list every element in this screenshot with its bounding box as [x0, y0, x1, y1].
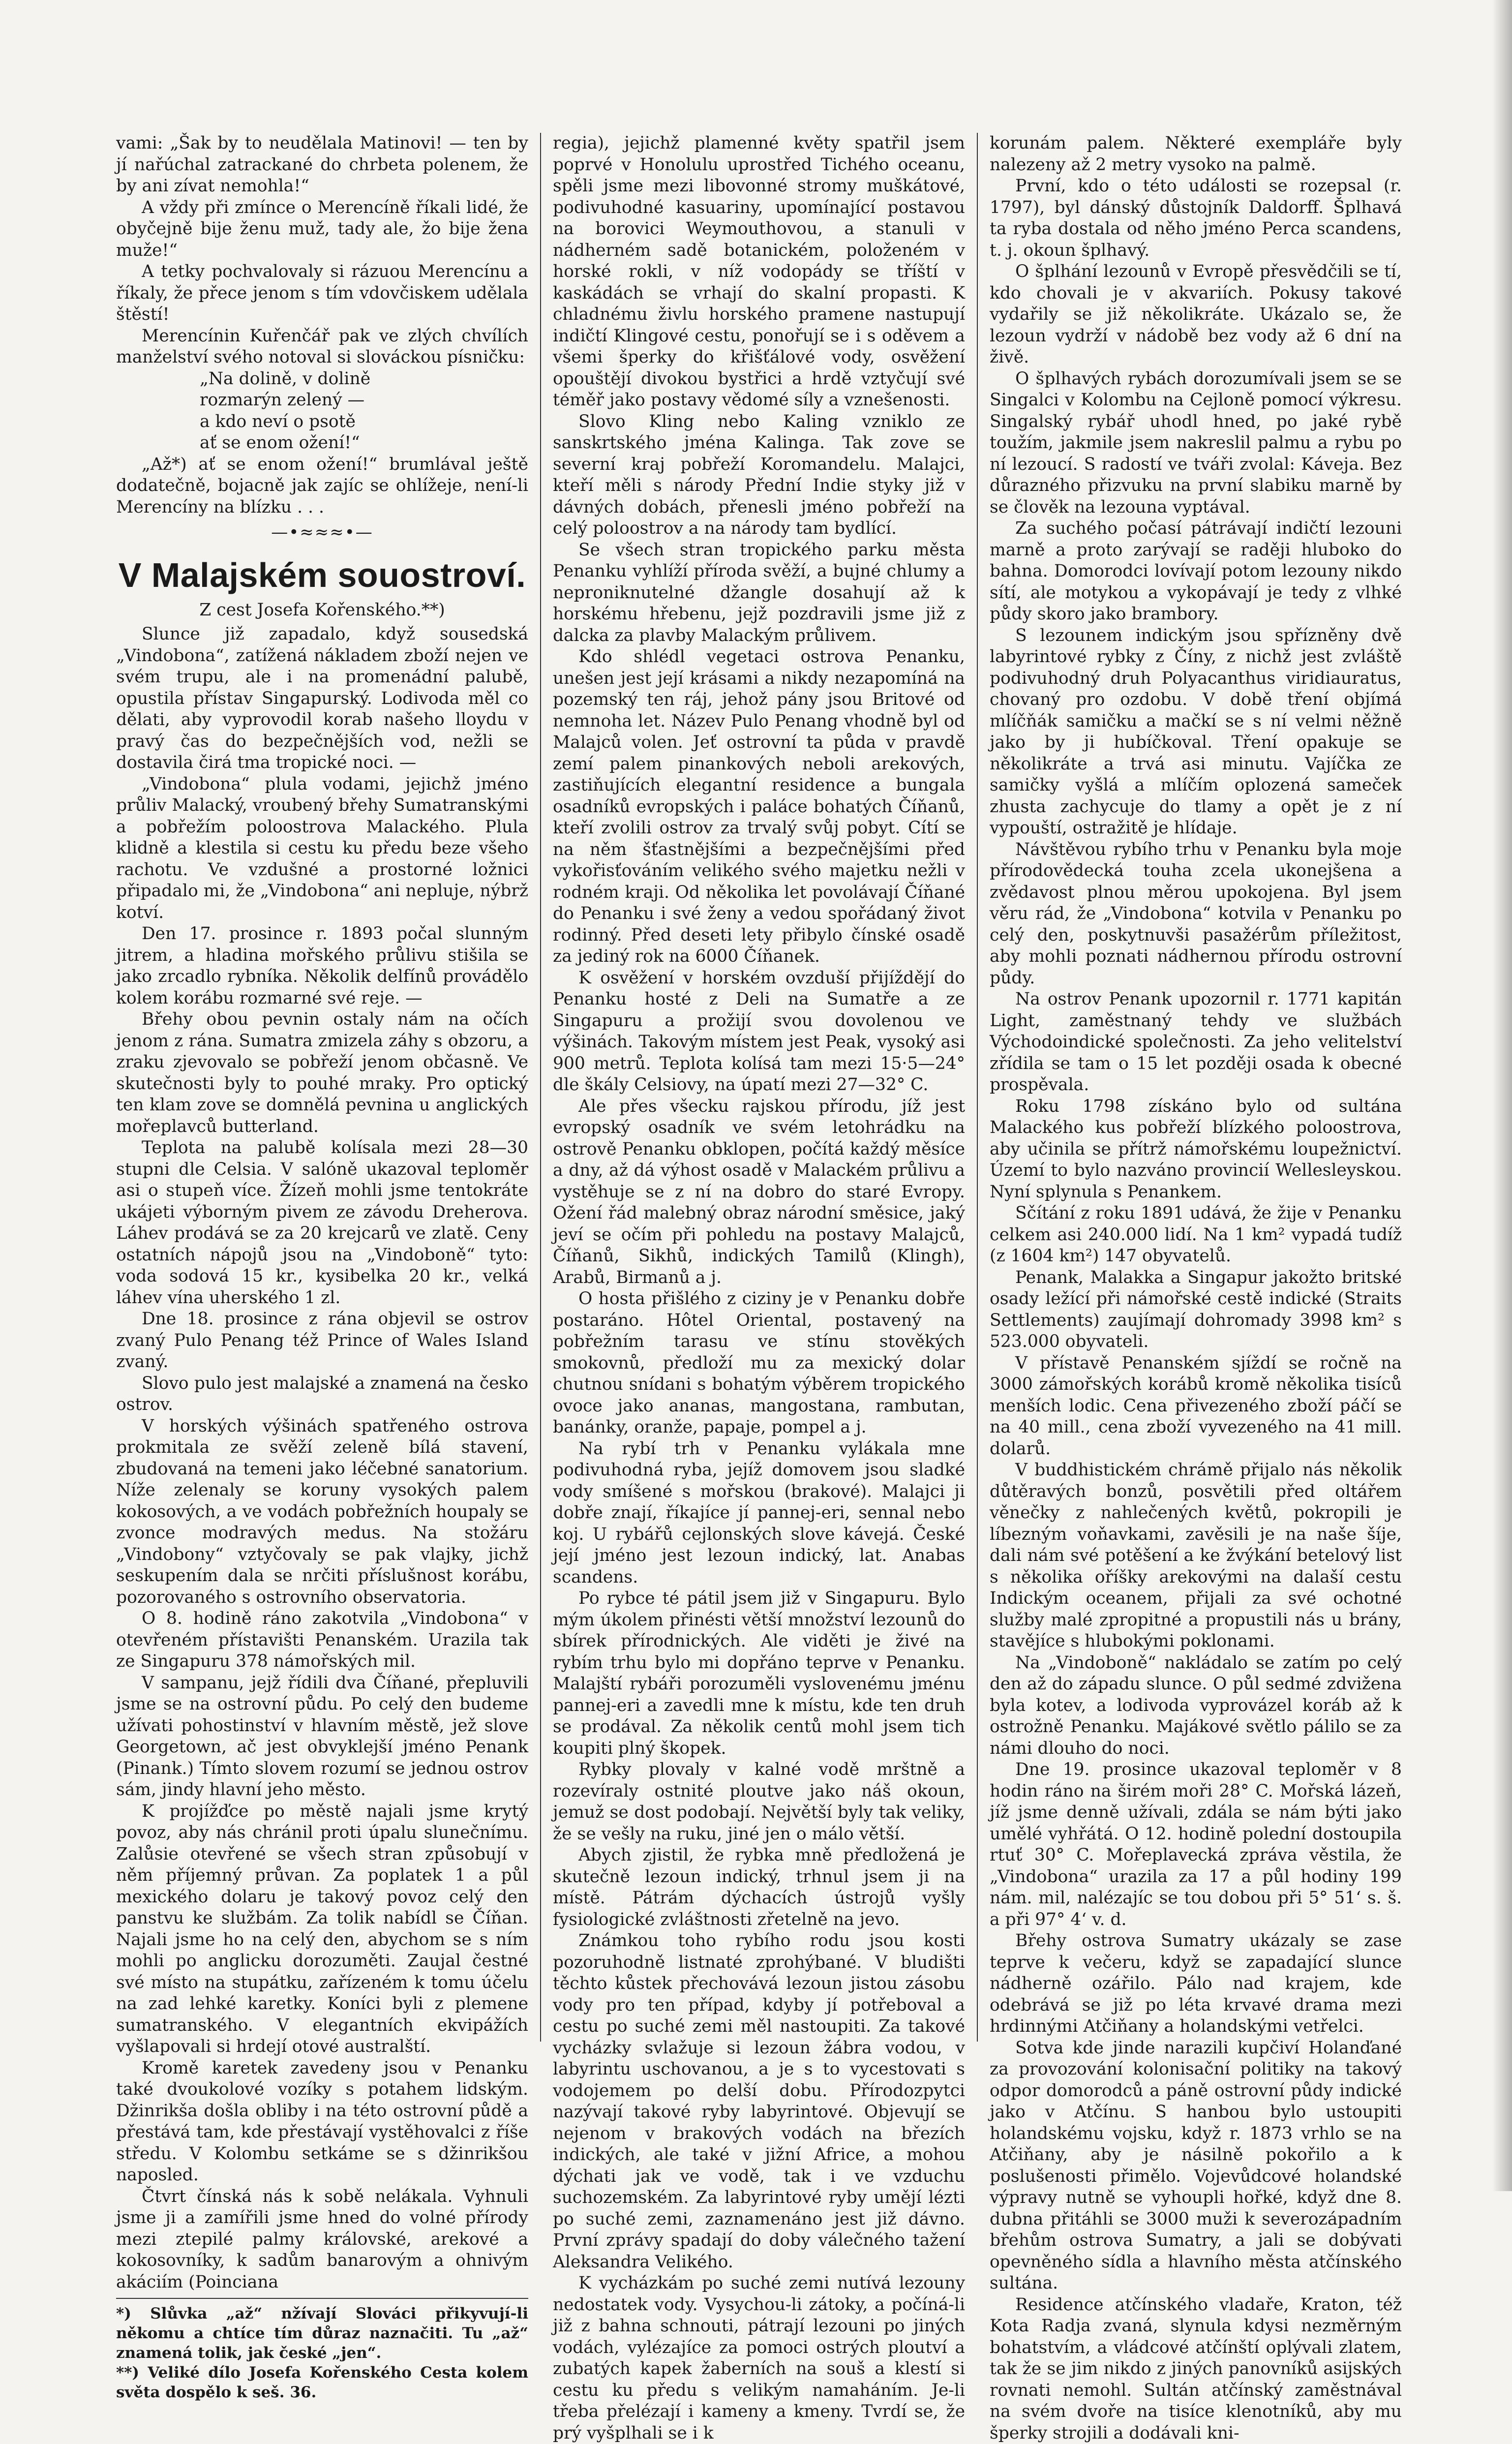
paragraph: A vždy při zmínce o Merencíně říkali lidé, že obyčejně bije ženu muž, tady ale, žo bije žena muže!“: [116, 197, 528, 262]
paragraph: „Vindobona“ plula vodami, jejichž jméno průliv Malacký, vroubený břehy Sumatranskými a pobřežím poloostrova Malackého. Plula klidně a klestila si cestu ku předu beze všeho rachotu. Ve vzdušné a prostorné ložnici připadalo mi, že „Vindobona“ ani nepluje, nýbrž kotví.: [116, 774, 528, 924]
paragraph: Sotva kde jinde narazili kupčiví Holanďané za provozování kolonisační politiky na takový odpor domorodců a páně ostrovní půdy indické jako v Atčínu. S hanbou bylo ustoupiti holandskému vojsku, když r. 1873 vrhlo se na Atčiňany, aby je násilně pokořilo a k poslušenosti přimělo. Vojevůdcové holandské výpravy nutně se vyhoupli hořké, když dne 8. dubna přitáhli se 3000 muži k severozápadním břehům ostrova Sumatry, a jali se dobývati opevněného sídla a hlavního města atčínského sultána.: [990, 2038, 1402, 2294]
paragraph: Sčítání z roku 1891 udává, že žije v Penanku celkem asi 240.000 lidí. Na 1 km² vypadá tudíž (z 1604 km²) 147 obyvatelů.: [990, 1203, 1402, 1267]
paragraph: Na ostrov Penank upozornil r. 1771 kapitán Light, zaměstnaný tehdy ve službách Východoindické společnosti. Za jeho velitelství zřídila se tam o 15 let později osada k obecné prospěvala.: [990, 989, 1402, 1096]
column-divider: [540, 133, 541, 2042]
paragraph: Břehy ostrova Sumatry ukázaly se zase teprve k večeru, když se zapadající slunce nádherně ozářilo. Pálo nad krajem, kde odebrává se již po léta krvavé drama mezi hrdinnými Atčiňany a holandskými vetřelci.: [990, 1930, 1402, 2038]
paragraph: Abych zjistil, že rybka mně předložená je skutečně lezoun indický, trhnul jsem ji na místě. Pátrám dýchacích ústrojů vyšly fysiologické zvláštnosti zřetelně na jevo.: [553, 1845, 965, 1930]
paragraph: K projížďce po městě najali jsme krytý povoz, aby nás chránil proti úpalu slunečnímu. Zalůsie otevřené se všech stran způsobují v něm příjemný průvan. Za poplatek 1 a půl mexického dolaru je takový povoz celý den panstvu ke službám. Za tolik nabídl se Číňan. Najali jsme ho na celý den, abychom se s ním mohli po anglicku dorozuměti. Zaujal čestné své místo na stupátku, zařízeném k tomu účelu na zad lehké karetky. Koníci byli z plemene sumatranského. V elegantních ekvipážích vyšlapovali si hrdejí otové australští.: [116, 1801, 528, 2058]
paragraph: Teplota na palubě kolísala mezi 28—30 stupni dle Celsia. V salóně ukazoval teploměr asi o stupeň více. Žízeň mohli jsme tentokráte ukájeti výborným pivem ze závodu Dreherova. Láhev prodává se za 20 krejcarů ve zlatě. Ceny ostatních nápojů jsou na „Vindoboně“ tyto: voda sodová 15 kr., kysibelka 20 kr., velká láhev vína uherského 1 zl.: [116, 1137, 528, 1309]
paragraph: Známkou toho rybího rodu jsou kosti pozoruhodně listnaté zprohýbané. V bludišti těchto kůstek přechovává lezoun jistou zásobu vody pro ten případ, kdyby jí potřeboval a cestu po suché zemi měl nastoupiti. Za takové vycházky svlažuje si lezoun žábra vodou, v labyrintu uschovanou, a je s to vycestovati s vodojemem po delší dobu. Přírodozpytci nazývají takové ryby labyrintové. Objevují se nejenom v brakových vodách na březích indických, ale také v jižní Africe, a mohou dýchati jak ve vodě, tak i ve vzduchu suchozemském. Za labyrintové ryby umějí lézti po suché zemi, zaznamenáno jest již dávno. První zprávy spadají do doby válečného tažení Aleksandra Velikého.: [553, 1930, 965, 2273]
paragraph: Roku 1798 získáno bylo od sultána Malackého kus pobřeží blízkého poloostrova, aby učinila se přítrž námořskému loupežnictví. Území to bylo nazváno provincií Wellesleyskou. Nyní splynula s Penankem.: [990, 1096, 1402, 1203]
column-divider: [977, 133, 978, 2042]
column-1: [116, 133, 528, 2042]
paragraph: Slunce již zapadalo, když sousedská „Vindobona“, zatížená nákladem zboží nejen ve svém trupu, ale i na promenádní palubě, opustila přístav Singapurský. Lodivoda měl co dělati, aby vyprovodil korab našeho lloydu v pravý čas do bezpečnějších vod, nežli se dostavila čirá tma tropické noci. —: [116, 624, 528, 774]
paragraph: Návštěvou rybího trhu v Penanku byla moje přírodovědecká touha zcela ukonejšena a zvědavost plnou měrou upokojena. Byl jsem věru rád, že „Vindobona“ kotvila v Penanku po celý den, poskytnuvši pasažérům příležitost, aby mohli poznati nádhernou přírodu ostrovní půdy.: [990, 839, 1402, 989]
paragraph: O šplhavých rybách dorozumívali jsem se se Singalci v Kolombu na Cejloně pomocí výkresu. Singalský rybář uhodl hned, po jaké rybě toužím, jakmile jsem nakreslil palmu a rybu po ní lezoucí. S radostí ve tváři zvolal: Káveja. Bez důrazného přizvuku na první slabiku marně by se člověk na lezouna vyptával.: [990, 368, 1402, 519]
paragraph: Dne 18. prosince z rána objevil se ostrov zvaný Pulo Penang též Prince of Wales Island zvaný.: [116, 1309, 528, 1373]
paragraph: Merencínin Kuřenčář pak ve zlých chvílích manželství svého notoval si slováckou písničku:: [116, 326, 528, 368]
verse-line: a kdo neví o psotě: [200, 411, 528, 433]
paragraph: K vycházkám po suché zemi nutívá lezouny nedostatek vody. Vysychou-li zátoky, a počíná-li již z bahna schnouti, pátrají lezouni po jiných vodách, vylézajíce za pomoci ostrých ploutví a zubatých kapek žaberních na souš a klestí si cestu ku předu s velikým namaháním. Je-li třeba přelézají i kameny a kmeny. Tvrdí se, že prý vyšplhali se i k: [553, 2273, 965, 2444]
paragraph: Ale přes všecku rajskou přírodu, jíž jest evropský osadník ve svém letohrádku na ostrově Penanku obklopen, počítá každý měsíce a dny, až dá výhost osadě v Malackém průlivu a vystěhuje se z ní na dobro do staré Evropy. Ožení řád malebný obraz národní směsice, jaký jeví se očím při pohledu na postavy Malajců, Číňanů, Sikhů, indických Tamilů (Klingh), Arabů, Birmanů a j.: [553, 1096, 965, 1289]
paragraph: Na rybí trh v Penanku vylákala mne podivuhodná ryba, jejíž domovem jsou sladké vody smíšené s mořskou (brakové). Malajci ji dobře znají, říkajíce jí pannej-eri, sennal nebo koj. U rybářů cejlonských slove kávejá. České její jméno jest lezoun indický, lat. Anabas scandens.: [553, 1438, 965, 1589]
article-byline: Z cest Josefa Kořenského.**): [116, 600, 528, 621]
paragraph: korunám palem. Některé exempláře byly nalezeny až 2 metry vysoko na palmě.: [990, 133, 1402, 176]
paragraph: O 8. hodině ráno zakotvila „Vindobona“ v otevřeném přístavišti Penanském. Urazila tak ze Singapuru 378 námořských mil.: [116, 1608, 528, 1673]
paragraph: K osvěžení v horském ovzduší přijíždějí do Penanku hosté z Deli na Sumatře a ze Singapuru a prožijí svou dovolenou ve výšinách. Takovým místem jest Peak, vysoký asi 900 metrů. Teplota kolísá tam mezi 15·5—24° dle škály Celsiovy, na úpatí mezi 27—32° C.: [553, 968, 965, 1096]
verse-line: ať se enom ožení!“: [200, 432, 528, 454]
text-columns: [116, 133, 1405, 2051]
paragraph: regia), jejichž plamenné květy spatřil jsem poprvé v Honolulu uprostřed Tichého oceanu, spěli jsme mezi libovonné stromy muškátové, podivuhodné kasuariny, upomínající postavou na borovici Weymouthovou, a stanuli v nádherném sadě botanickém, položeném v horské rokli, v níž vodopády se tříští v kaskádách se vrhají do skalní propasti. K chladnému živlu horského pramene nastupují indičtí Klingové cestu, ponořují se i s oděvem a všemi šperky do křišťálové vody, osvěžení opouštějí divokou bystřici a hrdě vztyčují své téměř jako postavy vědomé síly a vznešenosti.: [553, 133, 965, 411]
paragraph: V buddhistickém chrámě přijalo nás několik důtěravých bonzů, posvětili před oltářem věnečky z nahlečených květů, pokropili je líbezným voňavkami, zavěsili je na naše šíje, dali nám své potěšení a ke žvýkání betelový list s několika oříšky arekovými na dalaší cestu Indickým oceanem, přijali za své ochotné služby malé zpropitné a propustili nás u brány, stavějíce s hlubokými poklonami.: [990, 1460, 1402, 1652]
paragraph: Dne 19. prosince ukazoval teploměr v 8 hodin ráno na širém moři 28° C. Mořská lázeň, jíž jsme denně užívali, zdála se nám býti jako umělé vyhřátá. O 12. hodině polední dostoupila rtuť 30° C. Mořeplavecká zpráva věstila, že „Vindobona“ urazila za 17 a půl hodiny 199 nám. mil, nalézajíc se tou dobou při 5° 51‘ s. š. a při 97° 4‘ v. d.: [990, 1759, 1402, 1930]
paragraph: „Až*) ať se enom ožení!“ brumlával ještě dodatečně, bojacně jak zajíc se ohlížeje, není-li Merencíny na blízku . . .: [116, 454, 528, 519]
column-3: [990, 133, 1402, 2042]
paragraph: Čtvrt čínská nás k sobě nelákala. Vyhnuli jsme ji a zamířili jsme hned do volné přírody mezi ztepilé palmy královské, arekové a kokosovníky, k sadům banarovým a ohnivým akáciím (Poinciana: [116, 2186, 528, 2293]
paragraph: A tetky pochvalovaly si rázuou Merencínu a říkaly, že přece jenom s tím vdovčiskem udělala štěstí!: [116, 261, 528, 326]
paragraph: vami: „Šak by to neudělala Matinovi! — ten by jí nařúchal zatrackané do chrbeta polenem, že by ani zívat nemohla!“: [116, 133, 528, 197]
paragraph: Rybky plovaly v kalné vodě mrštně a rozevíraly ostnité ploutve jako náš okoun, jemuž se dost podobají. Největší byly tak veliky, že se vešly na ruku, jiné jen o málo větší.: [553, 1759, 965, 1845]
paragraph: Za suchého počasí pátrávají indičtí lezouni marně a proto zarývají se raději hluboko do bahna. Domorodci lovívají potom lezouny nikdo sítí, ale motykou a vykopávají je tedy z vlhké půdy skoro jako brambory.: [990, 518, 1402, 625]
paragraph: S lezounem indickým jsou spřízněny dvě labyrintové rybky z Číny, z nichž jest zvláště podivuhodný druh Polyacanthus viridiauratus, chovaný pro ozdobu. V době tření objímá mlíčňák samičku a mačkí se s ní velmi něžně jako by ji hubíčkoval. Tření opakuje se několikráte a trvá asi minutu. Vajíčka ze samičky vyšlá a mlíčím oplozená sameček zhusta zachycuje do tlamy a opět je z ní vypouští, ostražitě je hlídaje.: [990, 625, 1402, 839]
article-title: V Malajském souostroví.: [116, 554, 528, 596]
verse-line: „Na dolině, v dolině: [200, 368, 528, 390]
paragraph: V přístavě Penanském sjíždí se ročně na 3000 zámořských korábů kromě několika tisíců menších lodic. Cena přivezeného zboží páčí se na 40 mill., cena zboží vyvezeného na 41 mill. dolarů.: [990, 1353, 1402, 1460]
paragraph: Residence atčínského vladaře, Kraton, též Kota Radja zvaná, slynula kdysi nezměrným bohatstvím, a vládcové atčínští oplývali zlatem, tak že se jim nikdo z jiných panovníků asijských rovnati nemohl. Sultán atčínský zaměstnával na svém dvoře na tisíce klenotníků, aby mu šperky strojili a dodávali kni-: [990, 2294, 1402, 2444]
paragraph: Slovo pulo jest malajské a znamená na česko ostrov.: [116, 1373, 528, 1416]
paragraph: O hosta přišlého z ciziny je v Penanku dobře postaráno. Hôtel Oriental, postavený na pobřežním tarasu ve stínu stověkých smokovnů, předloží mu za mexický dolar chutnou snídani s bohatým výběrem tropického ovoce jako ananas, mangostana, rambutan, banánky, oranže, papaje, pompel a j.: [553, 1288, 965, 1438]
verse-line: rozmarýn zelený —: [200, 390, 528, 411]
paragraph: Po rybce té pátil jsem již v Singapuru. Bylo mým úkolem přinésti větší množství lezounů do sbírek přírodnických. Ale viděti je živé na rybím trhu bylo mi dopřáno teprve v Penanku. Malajští rybáři porozuměli vyslovenému jménu pannej-eri a zavedli mne k místu, kde ten druh se prodával. Za několik centů mohl jsem tich koupiti plný škopek.: [553, 1588, 965, 1759]
column-2: [553, 133, 965, 2042]
paragraph: V sampanu, jejž řídili dva Číňané, přepluvili jsme se na ostrovní půdu. Po celý den budeme užívati pohostinství v hlavním městě, jež slove Georgetown, ač jest obvyklejší jméno Penank (Pinank.) Tímto slovem rozumí se jednou ostrov sám, jindy hlavní jeho město.: [116, 1673, 528, 1801]
paragraph: Na „Vindoboně“ nakládalo se zatím po celý den až do západu slunce. O půl sedmé zdvižena byla kotev, a lodivoda vyprovázel koráb až k ostrožně Penanku. Majákové světlo pálilo se za námi dlouho do noci.: [990, 1652, 1402, 1760]
paragraph: Kromě karetek zavedeny jsou v Penanku také dvoukolové vozíky s potahem lidským. Džinrikša došla obliby i na této ostrovní půdě a přestává tam, kde přestávají vystěhovalci z říše středu. V Kolombu setkáme se s džinrikšou naposled.: [116, 2058, 528, 2186]
paragraph: O šplhání lezounů v Evropě přesvědčili se tí, kdo chovali je v akvariích. Pokusy takové vydařily se již několikráte. Ukázalo se, že lezoun vydrží v nádobě bez vody až 6 dní na živě.: [990, 261, 1402, 368]
section-ornament: —•≈≈≈•—: [116, 522, 528, 544]
paragraph: Penank, Malakka a Singapur jakožto britské osady ležící při námořské cestě indické (Straits Settlements) zaujímají dohromady 3998 km² s 523.000 obyvateli.: [990, 1267, 1402, 1353]
paragraph: Se všech stran tropického parku města Penanku vyhlíží příroda svěží, a bujné chlumy a neproniknutelné džangle dosahují až k horskému hřebenu, jejž pozdravili jsme již z dalcka za plavby Malackým průlivem.: [553, 540, 965, 647]
paragraph: Slovo Kling nebo Kaling vzniklo ze sanskrtského jména Kalinga. Tak zove se severní kraj pobřeží Koromandelu. Malajci, kteří měli s národy Přední Indie styky již v dávných dobách, přenesli jméno pobřeží na celý poloostrov a na národy tam bydlící.: [553, 411, 965, 540]
paragraph: Břehy obou pevnin ostaly nám na očích jenom z rána. Sumatra zmizela záhy s obzoru, a zraku zjevovalo se pobřeží jenom občasně. Ve skutečnosti byly to pouhé mraky. Pro optický ten klam zove se domnělá pevnina u anglických mořeplavců butterland.: [116, 1009, 528, 1137]
paragraph: V horských výšinách spatřeného ostrova prokmitala ze svěží zeleně bílá stavení, zbudovaná na temeni jako léčebné sanatorium. Níže zelenaly se koruny vysokých palem kokosových, a ve vodách pobřežních houpaly se zvonce modravých medus. Na stožáru „Vindobony“ vztyčovaly se pak vlajky, jichž seskupením dala se nrčiti příslušnost korábu, pozorovaného s ostrovního observatoria.: [116, 1416, 528, 1609]
footnotes: [116, 2298, 528, 2402]
footnote: **) Veliké dílo Josefa Kořenského Cesta kolem světa dospělo k seš. 36.: [116, 2363, 528, 2402]
paragraph: Den 17. prosince r. 1893 počal slunným jitrem, a hladina mořského průlivu stišila se jako zrcadlo rybníka. Několik delfínů provádělo kolem korábu rozmarné své reje. —: [116, 923, 528, 1009]
footnote: *) Slůvka „až“ nžívají Slováci přikyvují-li někomu a chtíce tím důraz naznačiti. Tu „až“ znamená tolik, jak české „jen“.: [116, 2304, 528, 2363]
paragraph: První, kdo o této události se rozepsal (r. 1797), byl dánský důstojník Daldorff. Šplhavá ta ryba dostala od něho jméno Perca scandens, t. j. okoun šplhavý.: [990, 176, 1402, 261]
paragraph: Kdo shlédl vegetaci ostrova Penanku, unešen jest její krásami a nikdy nezapomíná na pozemský ten ráj, jehož pány jsou Britové od nemnoha let. Název Pulo Penang vhodně byl od Malajců volen. Jeť ostrovní ta půda v pravdě zemí palem pinankových neboli arekových, zastiňujících elegantní residence a bungala osadníků evropských i paláce bohatých Číňanů, kteří zvolili ostrov za trvalý svůj pobyt. Cítí se na něm šťastnějšími a bezpečnějšími před vykořisťováním velikého svého majetku nežli v rodném kraji. Od několika let povolávají Číňané do Penanku i své ženy a vedou spořádaný život rodinný. Před deseti lety přibylo čínské osadě za jediný rok na 6000 Číňanek.: [553, 646, 965, 968]
